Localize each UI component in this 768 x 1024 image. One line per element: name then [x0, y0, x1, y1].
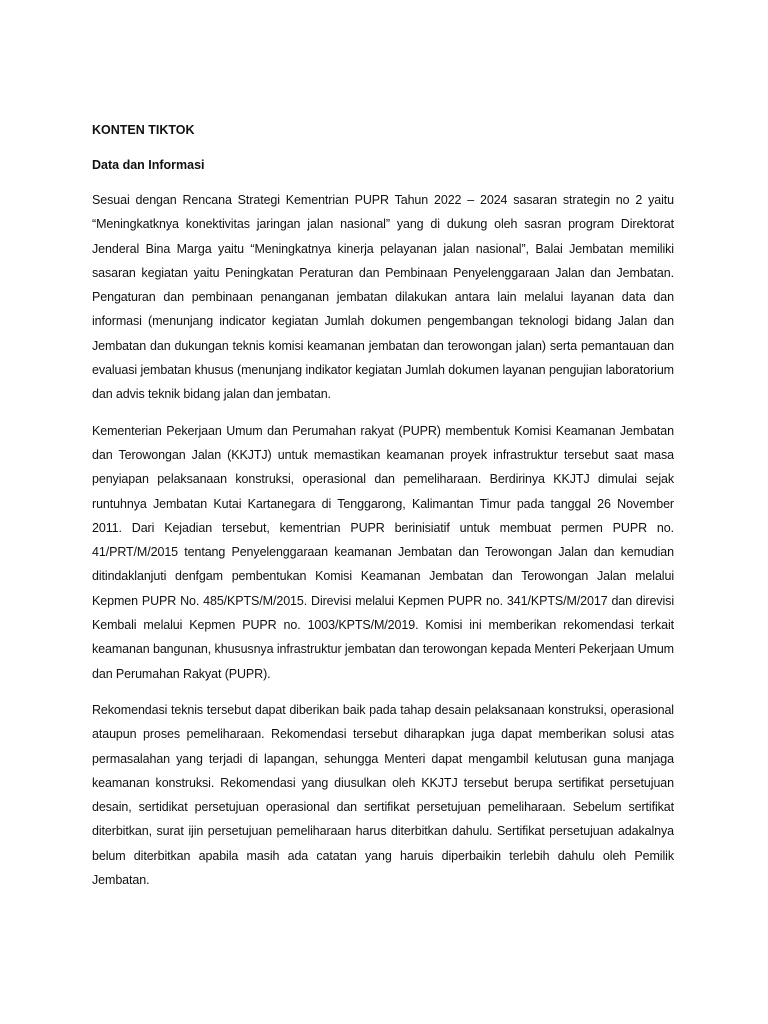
- paragraph-2: Kementerian Pekerjaan Umum dan Perumahan rakyat (PUPR) membentuk Komisi Keamanan Jembatan dan Terowongan Jalan (KKJTJ) untuk memastikan keamanan proyek infrastruktur tersebut saat masa penyiapan pelaksanaan konstruksi, operasional dan pemeliharaan. Berdirinya KKJTJ dimulai sejak runtuhnya Jembatan Kutai Kartanegara di Tenggarong, Kalimantan Timur pada tanggal 26 November 2011. Dari Kejadian tersebut, kementrian PUPR berinisiatif untuk membuat permen PUPR no. 41/PRT/M/2015 tentang Penyelenggaraan keamanan Jembatan dan Terowongan Jalan dan kemudian ditindaklanjuti denfgam pembentukan Komisi Keamanan Jembatan dan Terowongan Jalan melalui Kepmen PUPR No. 485/KPTS/M/2015. Direvisi melalui Kepmen PUPR no. 341/KPTS/M/2017 dan direvisi Kembali melalui Kepmen PUPR no. 1003/KPTS/M/2019. Komisi ini memberikan rekomendasi terkait keamanan bangunan, khususnya infrastruktur jembatan dan terowongan kepada Menteri Pekerjaan Umum dan Perumahan Rakyat (PUPR).: [92, 423, 674, 681]
- document-page: [92, 118, 674, 904]
- paragraph-1: Sesuai dengan Rencana Strategi Kementrian PUPR Tahun 2022 – 2024 sasaran strategin no 2 yaitu “Meningkatknya konektivitas jaringan jalan nasional” yang di dukung oleh sasran program Direktorat Jenderal Bina Marga yaitu “Meningkatnya kinerja pelayanan jalan nasional”, Balai Jembatan memiliki sasaran kegiatan yaitu Peningkatan Peraturan dan Pembinaan Penyelenggaraan Jalan dan Jembatan. Pengaturan dan pembinaan penanganan jembatan dilakukan antara lain melalui layanan data dan informasi (menunjang indicator kegiatan Jumlah dokumen pengembangan teknologi bidang Jalan dan Jembatan dan dukungan teknis komisi keamanan jembatan dan terowongan jalan) serta pemantauan dan evaluasi jembatan khusus (menunjang indikator kegiatan Jumlah dokumen layanan pengujian laboratorium dan advis teknik bidang jalan dan jembatan.: [92, 193, 674, 402]
- document-title: KONTEN TIKTOK: [92, 123, 195, 137]
- paragraph-3: Rekomendasi teknis tersebut dapat diberikan baik pada tahap desain pelaksanaan konstruksi, operasional ataupun proses pemeliharaan. Rekomendasi tersebut diharapkan juga dapat memberikan solusi atas permasalahan yang terjadi di lapangan, sehungga Menteri dapat mengambil kelutusan guna manjaga keamanan konstruksi. Rekomendasi yang diusulkan oleh KKJTJ tersebut berupa sertifikat persetujuan desain, sertidikat persetujuan operasional dan sertifikat persetujuan pemeliharaan. Sebelum sertifikat diterbitkan, surat ijin persetujuan pemeliharaan harus diterbitkan dahulu. Sertifikat persetujuan adakalnya belum diterbitkan apabila masih ada catatan yang haruis diperbaikin terlebih dahulu oleh Pemilik Jembatan.: [92, 702, 674, 888]
- section-heading: Data dan Informasi: [92, 158, 205, 172]
